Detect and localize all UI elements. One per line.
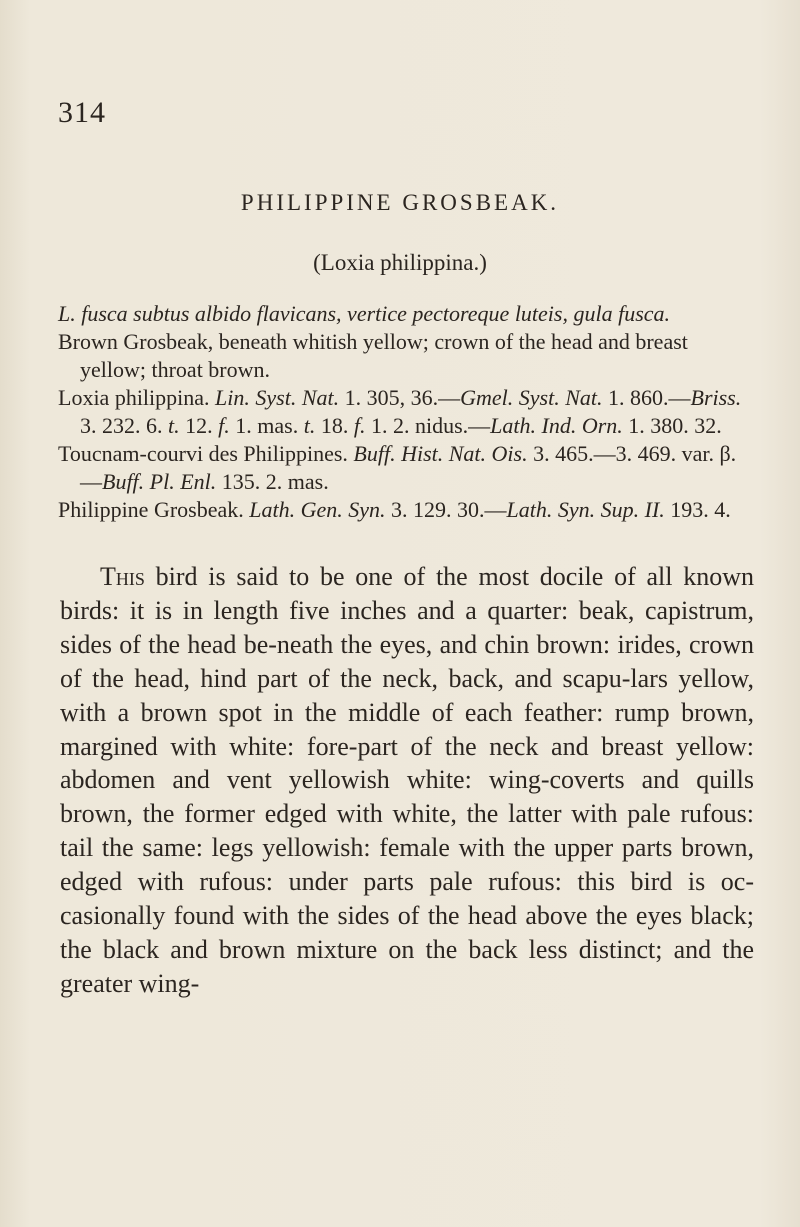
synonymy-run: Gmel. Syst. Nat. [460,385,603,410]
synonymy-run: Buff. Hist. Nat. Ois. [353,441,528,466]
synonymy-entry [58,300,758,328]
synonymy-entry [58,496,758,524]
synonymy-run: 3. 129. 30.— [385,497,507,522]
synonymy-run: 1. 860.— [602,385,691,410]
synonymy-run: f. [353,413,366,438]
synonymy-run: 1. 380. 32. [622,413,722,438]
synonymy-run: L. fusca subtus albido flavicans, vertice pectoreque luteis, gula fusca. [58,301,671,326]
synonymy-run: Brown Grosbeak, beneath whitish yellow; crown of the head and breast yellow; throat brown. [58,329,688,382]
synonymy-run: f. [218,413,230,438]
synonymy-run: 1. mas. [229,413,304,438]
synonymy-entry [58,440,758,496]
page-title: PHILIPPINE GROSBEAK. [240,190,560,215]
synonymy-run: 135. 2. mas. [216,469,329,494]
synonymy-run: Loxia philippina. [58,385,216,410]
synonymy-run: 18. [315,413,354,438]
synonymy-run: t. [168,413,180,438]
synonymy-entry [58,384,758,440]
synonymy-run: 12. [179,413,219,438]
synonymy-run: 3. 232. 6. [80,413,168,438]
synonymy-run: 3. 465.—3. 469. var. β.— [80,441,737,494]
page-subtitle: (Loxia philippina.) [313,250,487,275]
synonymy-block [58,300,758,524]
synonymy-run: Briss. [690,385,742,410]
synonymy-run: Lath. Gen. Syn. [249,497,386,522]
description-paragraph [60,560,754,1001]
synonymy-run: Lath. Ind. Orn. [490,413,623,438]
synonymy-run: Philippine Grosbeak. [58,497,250,522]
synonymy-run: Buff. Pl. Enl. [102,469,217,494]
synonymy-run: Lin. Syst. Nat. [215,385,340,410]
drop-lead-word: This [100,562,145,591]
synonymy-run: t. [303,413,316,438]
synonymy-run: 193. 4. [664,497,731,522]
page-number: 314 [58,96,106,129]
synonymy-run: 1. 2. nidus.— [365,413,491,438]
description-text: bird is said to be one of the most docile of all known birds: it is in length five inches and a quarter: beak, capistrum, sides of the head be-neath the eyes, and chin brown: irides, crown of the head, hind part of the neck, back, and scapu-lars yellow, with a brown spot in the middle of each feather: rump brown, margined with white: fore-part of the neck and breast yellow: abdomen and vent yellowish white: wing-coverts and quills brown, the former edged with white, the latter with pale rufous: tail the same: legs yellowish: female with the upper parts brown, edged with rufous: under parts pale rufous: this bird is oc-casionally found with the sides of the head above the eyes black; the black and brown mixture on the back less distinct; and the greater wing- [60,562,754,998]
synonymy-run: Toucnam-courvi des Philippines. [58,441,354,466]
synonymy-run: Lath. Syn. Sup. II. [506,497,665,522]
synonymy-entry [58,328,758,384]
synonymy-run: 1. 305, 36.— [339,385,461,410]
